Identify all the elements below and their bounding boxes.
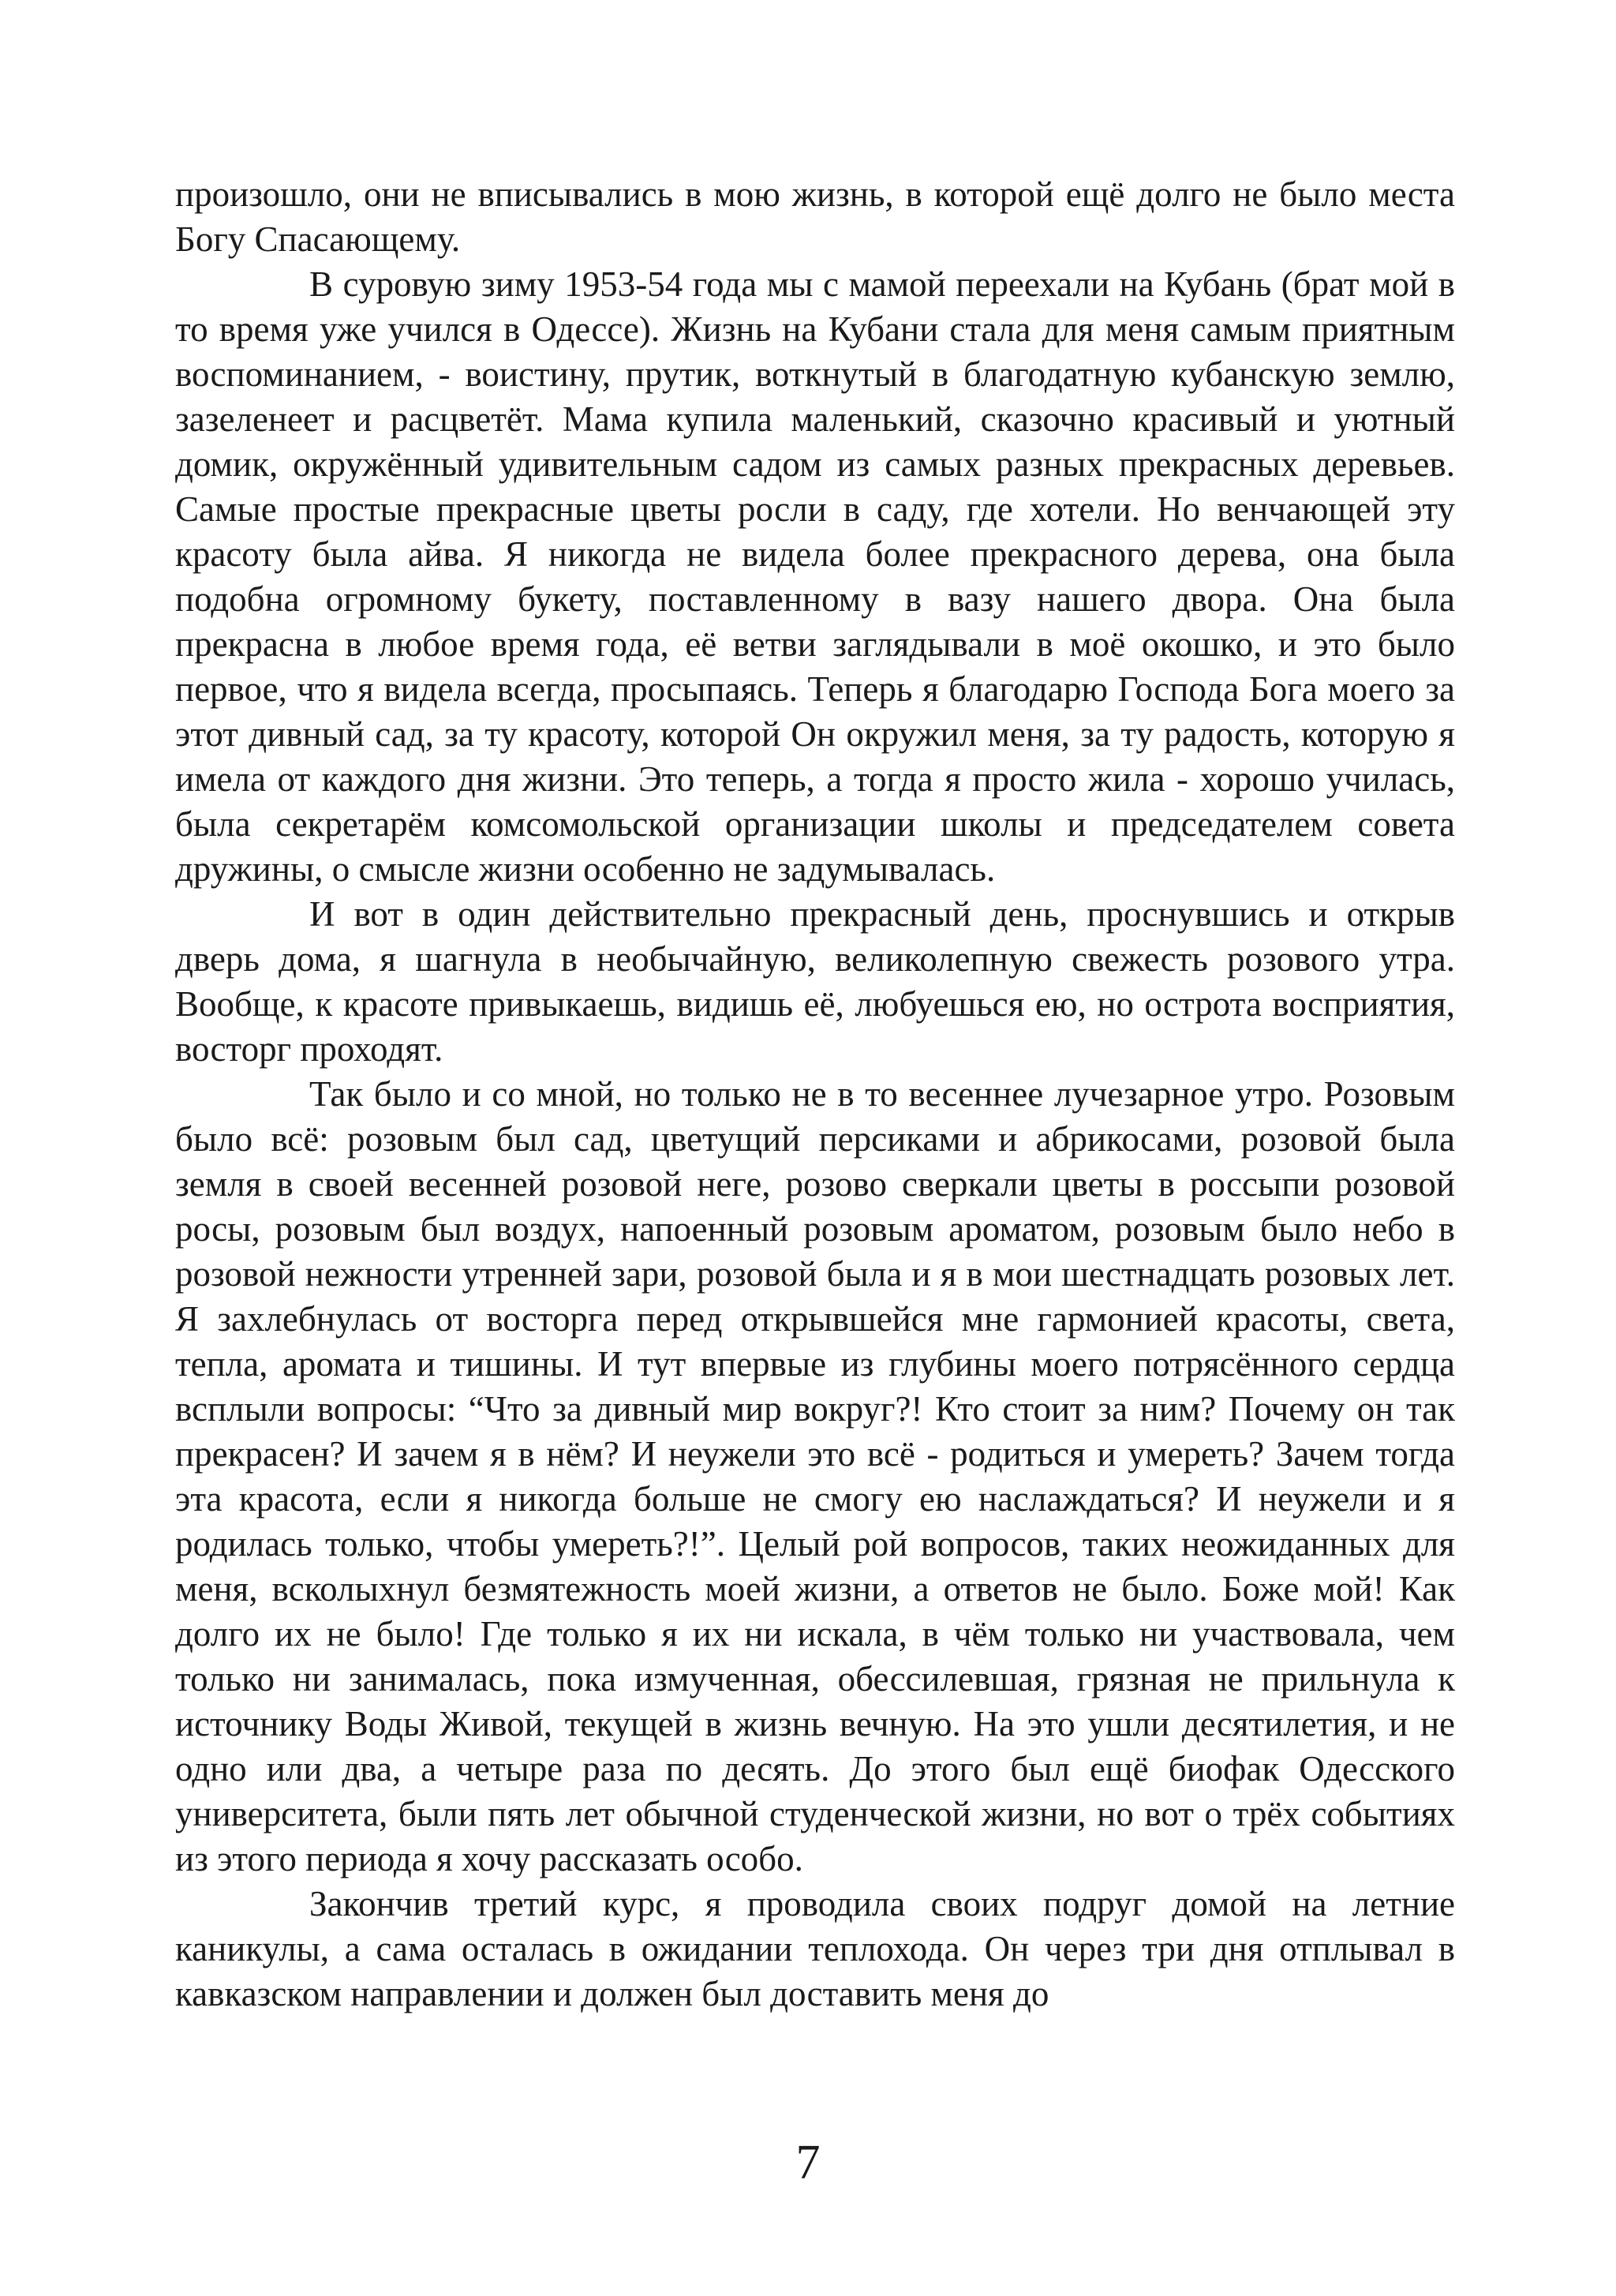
paragraph-1: произошло, они не вписывались в мою жизнь, в которой ещё долго не было места Богу Спасающему. — [175, 174, 1455, 259]
paragraph-3: И вот в один действительно прекрасный день, проснувшись и открыв дверь дома, я шагнула в необычайную, великолепную свежесть розового утра. Вообще, к красоте привыкаешь, видишь её, любуешься ею, но острота восприятия, восторг проходят. — [175, 894, 1455, 1069]
paragraph-4: Так было и со мной, но только не в то весеннее лучезарное утро. Розовым было всё: розовым был сад, цветущий персиками и абрикосами, розовой была земля в своей весенней розовой неге, розово сверкали цветы в россыпи розовой росы, розовым был воздух, напоенный розовым ароматом, розовым было небо в розовой нежности утренней зари, розовой была и я в мои шестнадцать розовых лет. Я захлебнулась от восторга перед открывшейся мне гармонией красоты, света, тепла, аромата и тишины. И тут впервые из глубины моего потрясённого сердца всплыли вопросы: “Что за дивный мир вокруг?! Кто стоит за ним? Почему он так прекрасен? И зачем я в нём? И неужели это всё - родиться и умереть? Зачем тогда эта красота, если я никогда больше не смогу ею наслаждаться? И неужели и я родилась только, чтобы умереть?!”. Целый рой вопросов, таких неожиданных для меня, всколыхнул безмятежность моей жизни, а ответов не было. Боже мой! Как долго их не было! Где только я их ни искала, в чём только ни участвовала, чем только ни занималась, пока измученная, обессилевшая, грязная не прильнула к источнику Воды Живой, текущей в жизнь вечную. На это ушли десятилетия, и не одно или два, а четыре раза по десять. До этого был ещё биофак Одесского университета, были пять лет обычной студенческой жизни, но вот о трёх событиях из этого периода я хочу рассказать особо. — [175, 1074, 1455, 1878]
paragraph-2: В суровую зиму 1953-54 года мы с мамой переехали на Кубань (брат мой в то время уже учился в Одессе). Жизнь на Кубани стала для меня самым приятным воспоминанием, - воистину, прутик, воткнутый в благодатную кубанскую землю, зазеленеет и расцветёт. Мама купила маленький, сказочно красивый и уютный домик, окружённый удивительным садом из самых разных прекрасных деревьев. Самые простые прекрасные цветы росли в саду, где хотели. Но венчающей эту красоту была айва. Я никогда не видела более прекрасного дерева, она была подобна огромному букету, поставленному в вазу нашего двора. Она была прекрасна в любое время года, её ветви заглядывали в моё окошко, и это было первое, что я видела всегда, просыпаясь. Теперь я благодарю Господа Бога моего за этот дивный сад, за ту красоту, которой Он окружил меня, за ту радость, которую я имела от каждого дня жизни. Это теперь, а тогда я просто жила - хорошо училась, была секретарём комсомольской организации школы и председателем совета дружины, о смысле жизни особенно не задумывалась. — [175, 264, 1455, 889]
page-number: 7 — [795, 2136, 821, 2189]
paragraph-5: Закончив третий курс, я проводила своих подруг домой на летние каникулы, а сама осталась в ожидании теплохода. Он через три дня отплывал в кавказском направлении и должен был доставить меня до — [175, 1884, 1455, 2013]
page-body-text — [175, 172, 1455, 2017]
